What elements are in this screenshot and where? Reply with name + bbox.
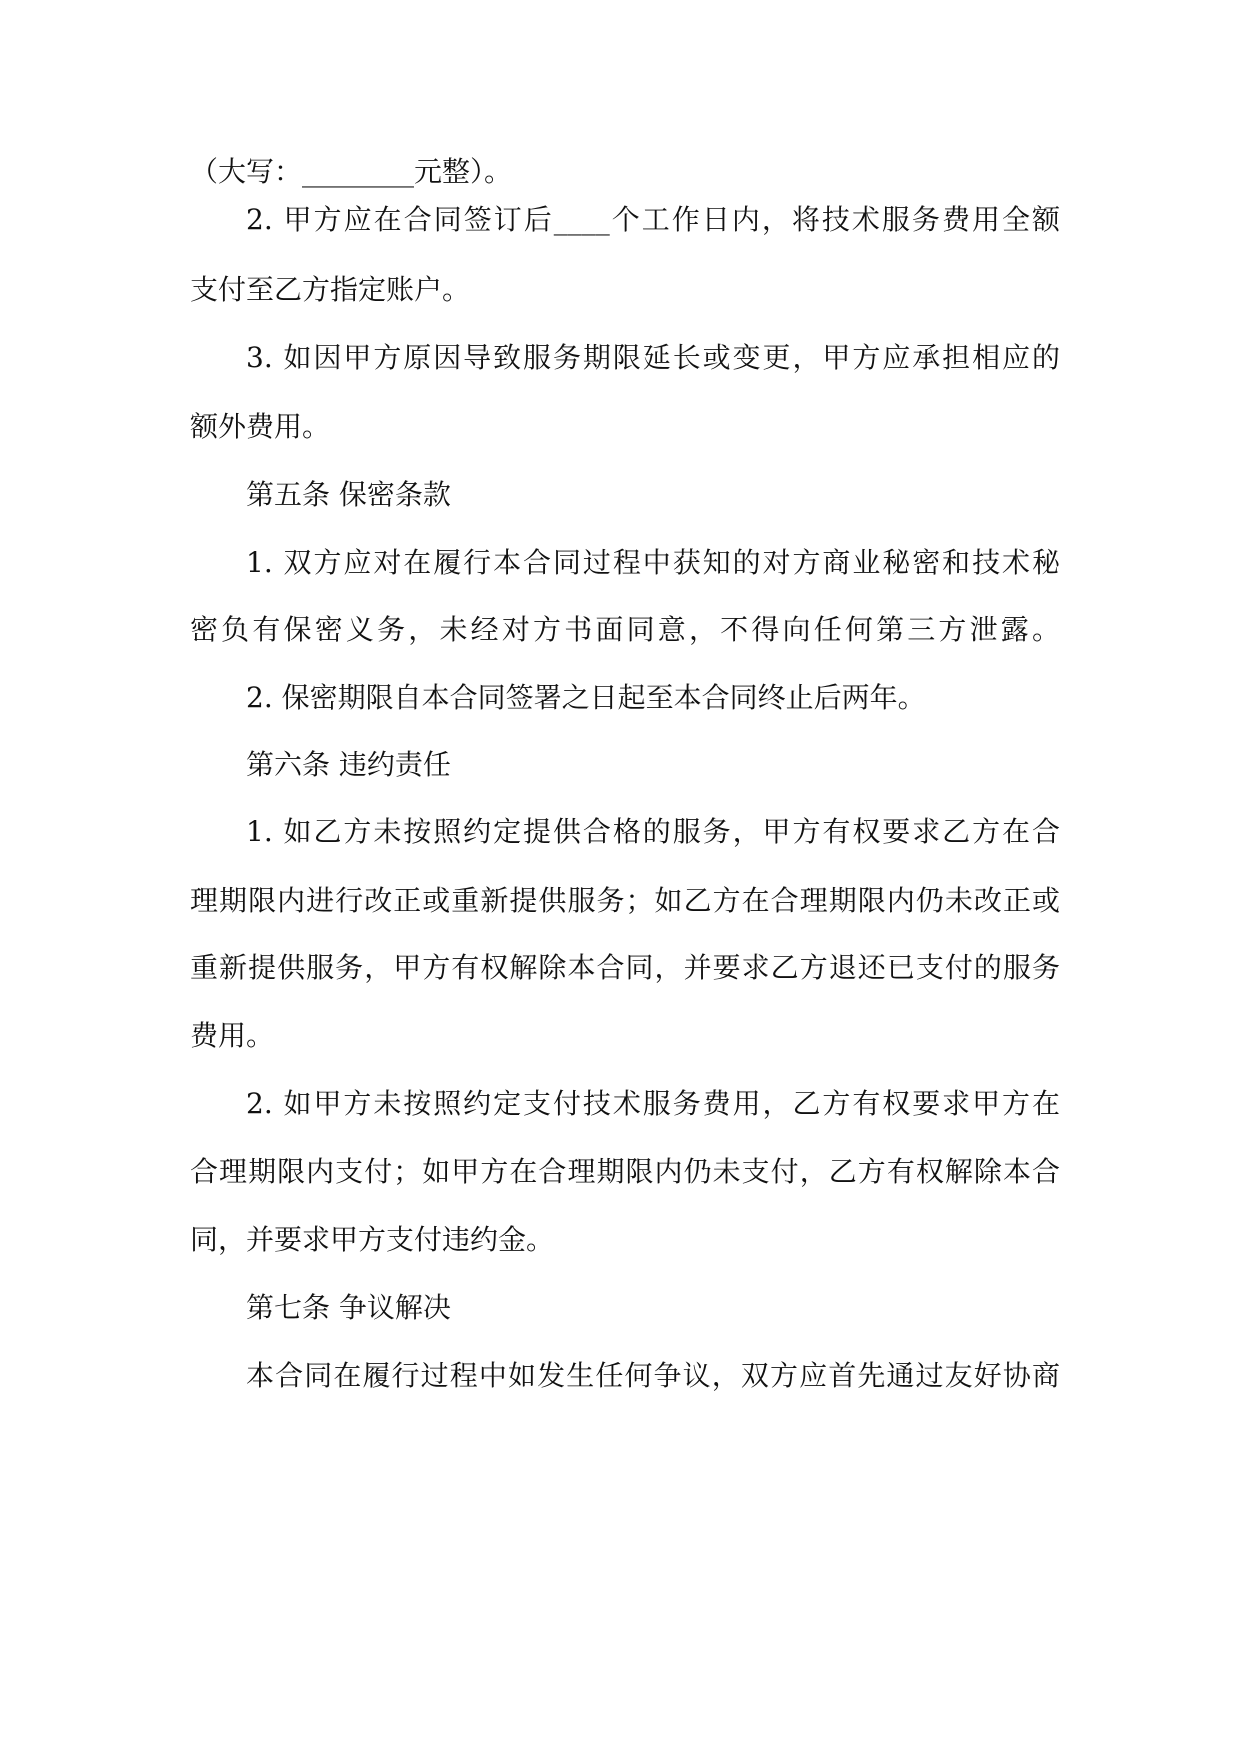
paragraph-line: 2. 保密期限自本合同签署之日起至本合同终止后两年。 bbox=[246, 681, 926, 714]
section-heading: 第六条 违约责任 bbox=[246, 748, 451, 781]
paragraph-line: 重新提供服务，甲方有权解除本合同，并要求乙方退还已支付的服务 bbox=[190, 951, 1060, 984]
paragraph-line: 本合同在履行过程中如发生任何争议，双方应首先通过友好协商 bbox=[246, 1359, 1060, 1392]
paragraph-line: 同，并要求甲方支付违约金。 bbox=[190, 1223, 555, 1256]
paragraph-line: 1. 如乙方未按照约定提供合格的服务，甲方有权要求乙方在合 bbox=[246, 815, 1060, 848]
paragraph-line: 支付至乙方指定账户。 bbox=[190, 273, 471, 306]
paragraph-line: 2. 如甲方未按照约定支付技术服务费用，乙方有权要求甲方在 bbox=[246, 1087, 1060, 1120]
paragraph-line: 额外费用。 bbox=[190, 410, 331, 443]
paragraph-line: 密负有保密义务，未经对方书面同意，不得向任何第三方泄露。 bbox=[190, 613, 1060, 646]
section-heading: 第七条 争议解决 bbox=[246, 1291, 451, 1324]
section-heading: 第五条 保密条款 bbox=[246, 478, 451, 511]
paragraph-line: （大写：________元整）。 bbox=[190, 155, 513, 188]
paragraph-line: 理期限内进行改正或重新提供服务；如乙方在合理期限内仍未改正或 bbox=[190, 884, 1060, 917]
paragraph-line: 2. 甲方应在合同签订后____个工作日内，将技术服务费用全额 bbox=[246, 203, 1060, 236]
paragraph-line: 合理期限内支付；如甲方在合理期限内仍未支付，乙方有权解除本合 bbox=[190, 1155, 1060, 1188]
paragraph-line: 费用。 bbox=[190, 1019, 275, 1052]
paragraph-line: 3. 如因甲方原因导致服务期限延长或变更，甲方应承担相应的 bbox=[246, 341, 1060, 374]
paragraph-line: 1. 双方应对在履行本合同过程中获知的对方商业秘密和技术秘 bbox=[246, 546, 1060, 579]
